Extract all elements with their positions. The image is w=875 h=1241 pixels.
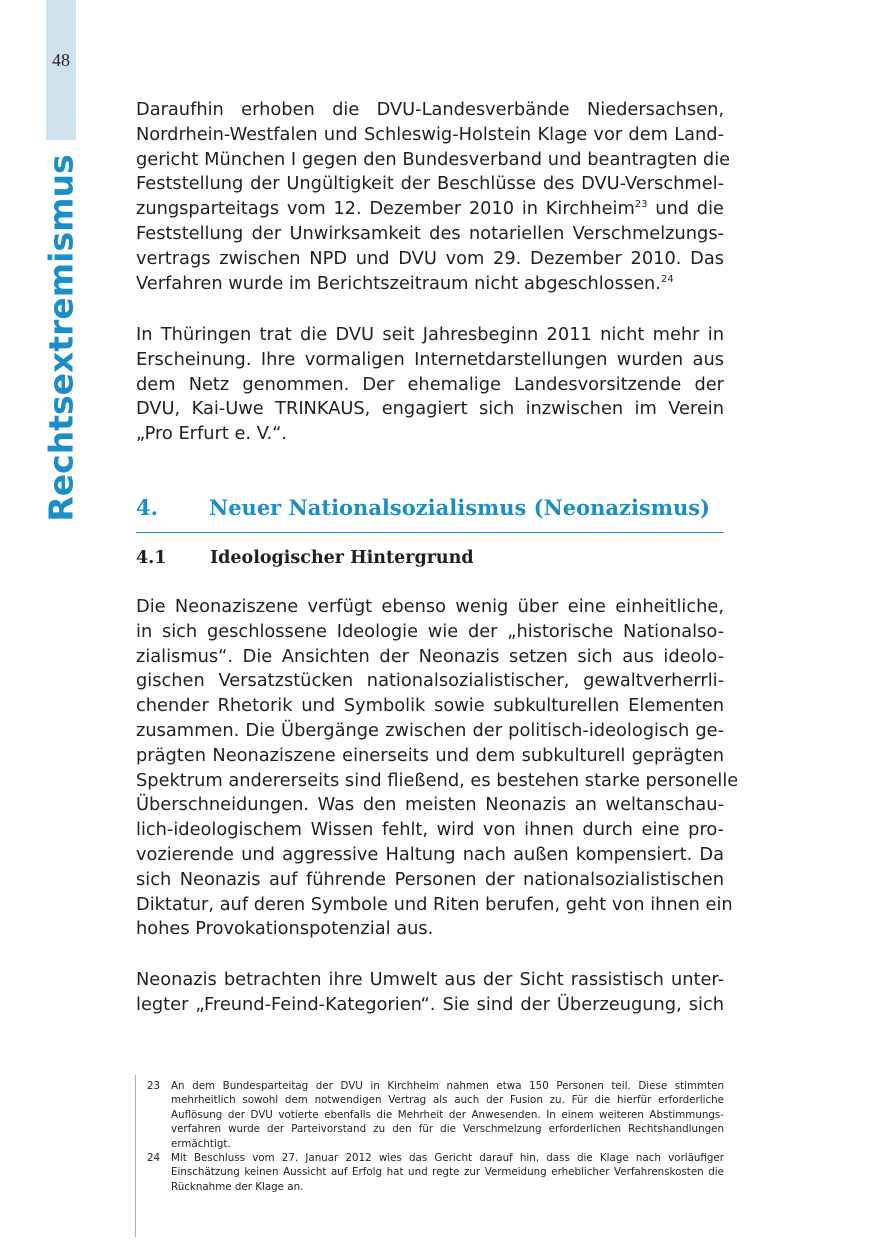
text-line: chender Rhetorik und Symbolik sowie subkulturellen Elementen <box>136 695 724 717</box>
text-line: In Thüringen trat die DVU seit Jahresbeginn 2011 nicht mehr in <box>136 324 724 345</box>
section-heading <box>136 492 724 533</box>
text-line: Nordrhein-Westfalen und Schleswig-Holstein Klage vor dem Land- <box>136 123 724 145</box>
paragraph-neonazi-ideology <box>136 595 739 942</box>
subsection-number: 4.1 <box>136 548 167 568</box>
footnotes <box>147 1079 724 1194</box>
footnote-23 <box>147 1079 724 1151</box>
paragraph-dvu-thueringen <box>136 323 724 447</box>
text-line: zusammen. Die Übergänge zwischen der politisch-ideologisch ge- <box>136 719 724 741</box>
footnote-24 <box>147 1151 724 1194</box>
section-title: Neuer Nationalsozialismus (Neonazismus) <box>209 495 710 520</box>
footnote-line: Rücknahme der Klage an. <box>171 1180 304 1193</box>
text-line: Die Neonaziszene verfügt ebenso wenig über eine einheitliche, <box>136 596 724 617</box>
paragraph-dvu-lawsuit <box>136 98 731 296</box>
text-line: gischen Versatzstücken nationalsozialistischer, gewaltverherrli- <box>136 670 724 692</box>
text-line: lich-ideologischem Wissen fehlt, wird von ihnen durch eine pro- <box>136 819 724 841</box>
text-line: Überschneidungen. Was den meisten Neonazis an weltanschau- <box>136 794 724 816</box>
text-line: Neonazis betrachten ihre Umwelt aus der Sicht rassistisch unter- <box>136 969 724 990</box>
text-line: vozierende und aggressive Haltung nach außen kompensiert. Da <box>136 843 724 865</box>
text-line: zialismus“. Die Ansichten der Neonazis setzen sich aus ideolo- <box>136 645 724 667</box>
footnote-line: mehrheitlich sowohl dem notwendigen Vertrag als auch der Fusion zu. Für die hierfür erforderliche <box>171 1094 724 1107</box>
page-number: 48 <box>52 50 70 70</box>
section-side-title: Rechtsextremismus <box>41 154 81 522</box>
text-line: in sich geschlossene Ideologie wie der „historische Nationalso- <box>136 620 724 642</box>
text-line: Diktatur, auf deren Symbole und Riten berufen, geht von ihnen ein <box>136 893 733 915</box>
footnote-number: 24 <box>147 1152 161 1165</box>
subsection-title: Ideologischer Hintergrund <box>210 548 474 568</box>
text-line: DVU, Kai-Uwe TRINKAUS, engagiert sich inzwischen im Verein <box>136 398 724 420</box>
text-line: gericht München I gegen den Bundesverband und beantragten die <box>136 148 731 170</box>
text-line: prägten Neonaziszene einerseits und dem subkulturell geprägten <box>136 744 724 766</box>
text-line-with-footnote <box>136 272 724 297</box>
text-line: legter „Freund-Feind-Kategorien“. Sie sind der Überzeugung, sich <box>136 993 724 1015</box>
footnote-line: verfahren wurde der Parteivorstand zu den für die Verschmelzung erforderlichen Rechtshandlungen <box>171 1123 724 1136</box>
footnote-line: Einschätzung keinen Aussicht auf Erfolg hat und regte zur Vermeidung erheblicher Verfahrenskosten die <box>171 1166 724 1179</box>
text-line: hohes Provokationspotenzial aus. <box>136 918 434 940</box>
paragraph-neonazi-worldview <box>136 968 724 1018</box>
footnote-line: ermächtigt. <box>171 1137 231 1150</box>
text-line: „Pro Erfurt e. V.“. <box>136 423 288 445</box>
text-line: dem Netz genommen. Der ehemalige Landesvorsitzende der <box>136 373 724 395</box>
footnote-number: 23 <box>147 1080 161 1092</box>
text-line: Feststellung der Unwirksamkeit des notariellen Verschmelzungs- <box>136 222 724 244</box>
text-line: vertrags zwischen NPD und DVU vom 29. Dezember 2010. Das <box>136 247 724 269</box>
text-fragment: und die <box>647 198 724 220</box>
text-line-with-footnote <box>136 197 724 222</box>
section-number: 4. <box>136 495 158 520</box>
text-fragment: zungsparteitags vom 12. Dezember 2010 in Kirchheim <box>136 198 635 220</box>
footnote-line: An dem Bundesparteitag der DVU in Kirchheim nahmen etwa 150 Personen teil. Diese stimmten <box>171 1080 724 1092</box>
footnote-line: Auflösung der DVU votierte ebenfalls die Mehrheit der Anwesenden. In einem weiteren Abstimmungs- <box>171 1108 724 1121</box>
text-line: Feststellung der Ungültigkeit der Beschlüsse des DVU-Verschmel- <box>136 173 724 195</box>
footnote-rule <box>135 1075 136 1237</box>
footnote-ref-23: 23 <box>634 199 648 211</box>
footnote-line: Mit Beschluss vom 27. Januar 2012 wies das Gericht darauf hin, dass die Klage nach vorläufiger <box>171 1152 724 1165</box>
text-line: Erscheinung. Ihre vormaligen Internetdarstellungen wurden aus <box>136 348 724 370</box>
text-fragment: Verfahren wurde im Berichtszeitraum nicht abgeschlossen. <box>136 272 661 294</box>
text-line: Daraufhin erhoben die DVU-Landesverbände Niedersachsen, <box>136 99 724 120</box>
text-line: sich Neonazis auf führende Personen der nationalsozialistischen <box>136 868 724 890</box>
footnote-ref-24: 24 <box>660 273 674 285</box>
text-line: Spektrum andererseits sind fließend, es bestehen starke personelle <box>136 769 739 791</box>
